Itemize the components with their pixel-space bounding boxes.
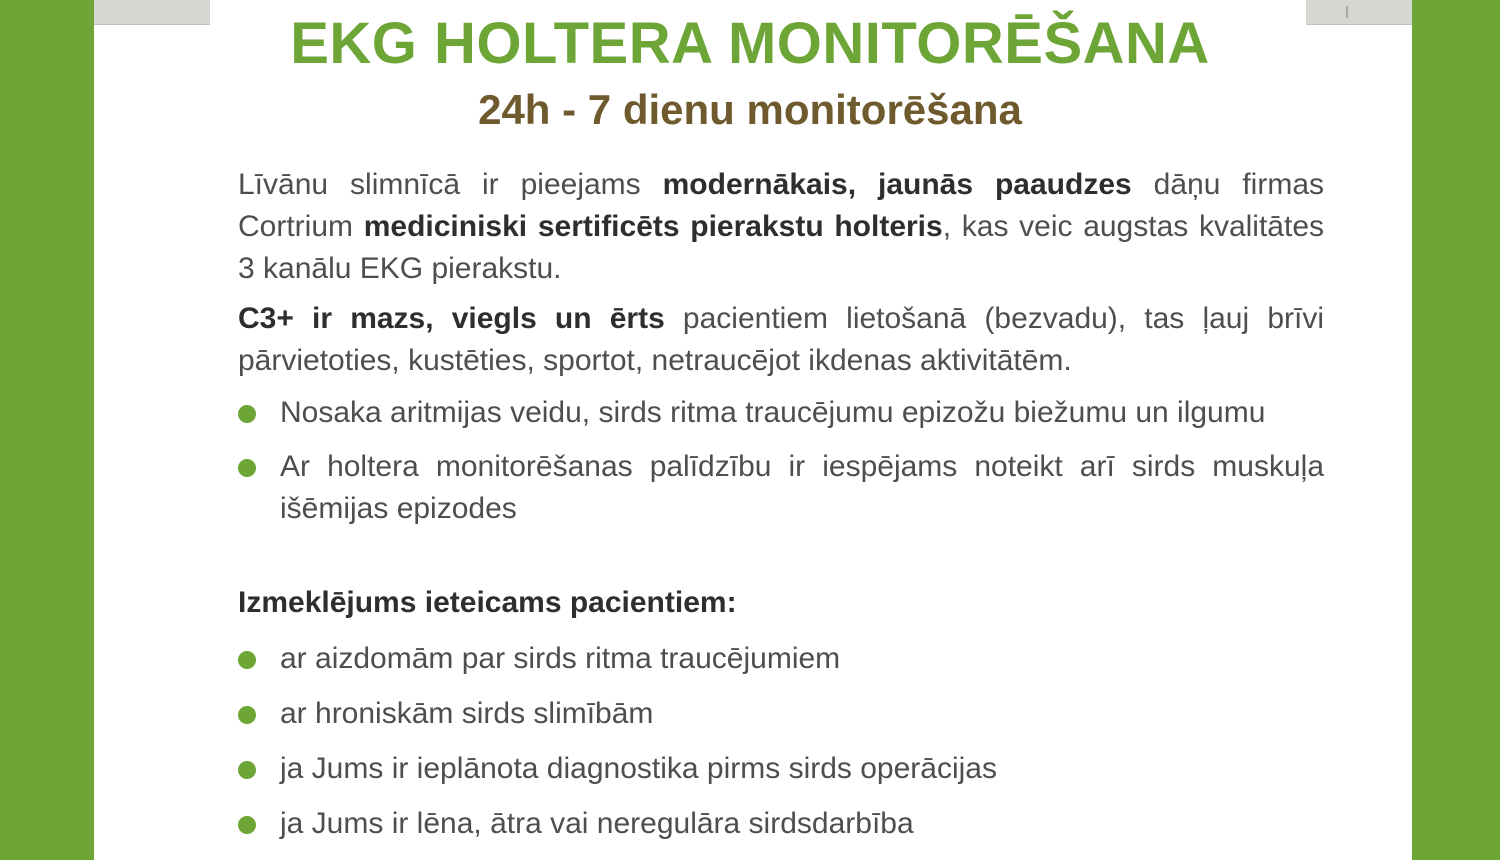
- list-item: [238, 446, 1324, 530]
- list-item-text: ja Jums ir ieplānota diagnostika pirms sirds operācijas: [280, 752, 997, 785]
- list-item-text: ja Jums ir lēna, ātra vai neregulāra sirdsdarbība: [280, 807, 914, 840]
- feature-list: [238, 392, 1324, 542]
- list-item: [238, 693, 1324, 735]
- list-item-text: ar hroniskām sirds slimībām: [280, 697, 654, 730]
- list-item-text: ar aizdomām par sirds ritma traucējumiem: [280, 642, 841, 675]
- recommended-list: [238, 638, 1324, 858]
- intro-bold-2: mediciniski sertificēts pierakstu holteris: [363, 210, 943, 243]
- list-item: [238, 392, 1324, 434]
- poster-subtitle: 24h - 7 dienu monitorēšana: [478, 86, 1022, 133]
- list-item: [238, 748, 1324, 790]
- bullet-dot-icon: [238, 761, 256, 779]
- bullet-dot-icon: [238, 651, 256, 669]
- poster-title: EKG HOLTERA MONITORĒŠANA: [290, 11, 1210, 76]
- bullet-dot-icon: [238, 459, 256, 477]
- bullet-dot-icon: [238, 816, 256, 834]
- intro-text-3: , kas veic augstas kvalitātes 3 kanālu EKG pierakstu.: [238, 210, 1325, 285]
- intro-text-1: Līvānu slimnīcā ir pieejams: [238, 168, 663, 201]
- device-paragraph: [238, 298, 1324, 382]
- intro-paragraph: [238, 164, 1324, 290]
- device-bold: C3+ ir mazs, viegls un ērts: [238, 302, 665, 335]
- intro-text-2: dāņu firmas Cortrium: [238, 168, 1325, 243]
- list-item-text: Ar holtera monitorēšanas palīdzību ir iespējams noteikt arī sirds muskuļa išēmijas epizodes: [280, 450, 1324, 525]
- bullet-dot-icon: [238, 405, 256, 423]
- list-item-text: Nosaka aritmijas veidu, sirds ritma traucējumu epizožu biežumu un ilgumu: [280, 396, 1266, 429]
- recommended-heading: Izmeklējums ieteicams pacientiem:: [238, 586, 737, 619]
- list-item: [238, 803, 1324, 845]
- device-text: pacientiem lietošanā (bezvadu), tas ļauj brīvi pārvietoties, kustēties, sportot, netraucējot ikdenas aktivitātēm.: [238, 302, 1324, 377]
- intro-bold-1: modernākais, jaunās paaudzes: [662, 168, 1132, 201]
- bullet-dot-icon: [238, 706, 256, 724]
- list-item: [238, 638, 1324, 680]
